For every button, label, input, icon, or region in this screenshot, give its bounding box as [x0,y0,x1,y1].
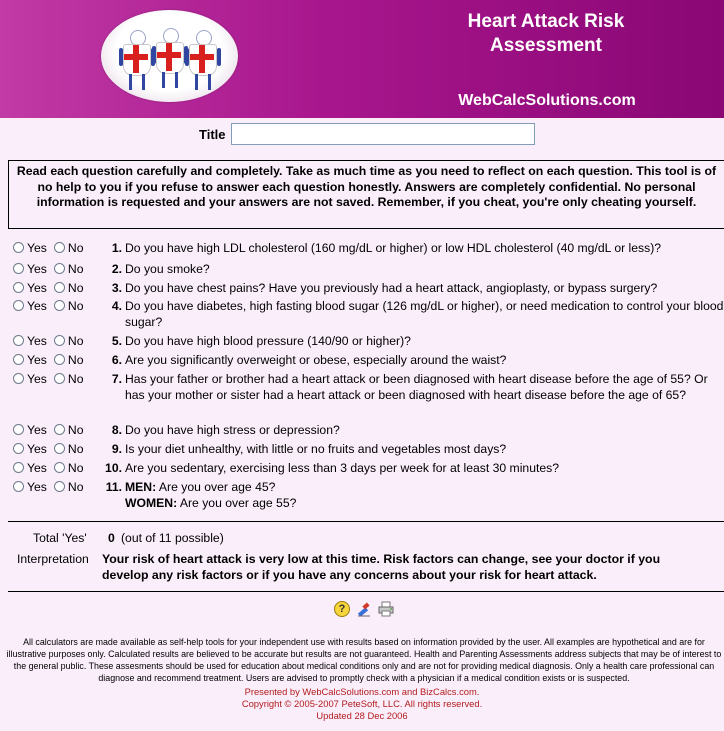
question-number: 6. [111,353,122,367]
question-number: 4. [111,299,122,313]
no-label[interactable]: No [67,299,84,313]
question-text: Has your father or brother had a heart attack or been diagnosed with heart disease before the age of 55? Or has your mother or sister had a heart attack or been diagnosed with heart disease before the age of 65? [125,372,708,402]
yes-radio[interactable] [13,300,24,311]
yes-label[interactable]: Yes [27,353,47,367]
answer-radio-group [13,333,90,349]
site-name: WebCalcSolutions.com [458,92,636,109]
yes-radio[interactable] [13,282,24,293]
question-text: Do you have diabetes, high fasting blood sugar (126 mg/dL or higher), or need medication to control your blood sugar? [125,299,724,329]
yes-label[interactable]: Yes [27,423,47,437]
yes-radio[interactable] [13,373,24,384]
question-number: 3. [111,281,122,295]
no-radio[interactable] [54,282,65,293]
shield-figure-icon [119,30,155,92]
men-label: MEN: [125,480,157,494]
answer-radio-group [13,441,90,457]
no-label[interactable]: No [67,334,84,348]
no-label[interactable]: No [67,241,84,255]
yes-radio[interactable] [13,263,24,274]
question-number: 8. [111,423,122,437]
question-text: Do you have high LDL cholesterol (160 mg/dL or higher) or low HDL cholesterol (40 mg/dL or less)? [125,241,662,255]
answer-radio-group [13,460,90,476]
shield-figure-icon [152,28,188,90]
no-radio[interactable] [54,373,65,384]
total-yes-value: 0 [108,531,115,545]
yes-label[interactable]: Yes [27,281,47,295]
total-yes-label: Total 'Yes' [33,531,87,545]
yes-radio[interactable] [13,354,24,365]
instructions-box: Read each question carefully and completely. Take as much time as you need to reflect on each question. This tool is of no help to you if you refuse to answer each question honestly. Answers are completely confidential. No personal information is requested and your answers are not saved. Remember, if you cheat, you're only cheating yourself. [8,160,724,229]
no-radio[interactable] [54,242,65,253]
answer-radio-group [13,479,90,495]
question-text: Do you have chest pains? Have you previously had a heart attack, angioplasty, or bypass surgery? [125,281,658,295]
yes-label[interactable]: Yes [27,299,47,313]
header-banner [0,0,724,118]
answer-radio-group [13,422,90,438]
yes-radio[interactable] [13,242,24,253]
question-number: 7. [111,372,122,386]
yes-label[interactable]: Yes [27,372,47,386]
app-title-line2: Assessment [490,35,602,56]
app-title [430,10,662,58]
title-row [0,123,724,147]
question-text: Do you have high stress or depression? [125,423,340,437]
footer-updated: Updated 28 Dec 2006 [316,710,408,721]
women-question: Are you over age 55? [179,496,297,510]
footer-presented-by: Presented by WebCalcSolutions.com and BizCalcs.com. [244,686,480,697]
no-radio[interactable] [54,443,65,454]
yes-label[interactable]: Yes [27,241,47,255]
title-label: Title [199,127,226,142]
answer-radio-group [13,240,90,256]
no-radio[interactable] [54,335,65,346]
answer-radio-group [13,371,90,387]
printer-icon[interactable] [378,601,394,617]
three-cross-shield-figures-logo-icon [101,10,238,102]
yes-label[interactable]: Yes [27,442,47,456]
no-label[interactable]: No [67,461,84,475]
men-question: Are you over age 45? [158,480,276,494]
question-text [125,479,724,511]
no-label[interactable]: No [67,353,84,367]
question-number: 9. [111,442,122,456]
yes-radio[interactable] [13,335,24,346]
divider [8,591,724,592]
no-label[interactable]: No [67,281,84,295]
question-text: Are you significantly overweight or obese, especially around the waist? [125,353,507,367]
interpretation-text: Your risk of heart attack is very low at this time. Risk factors can change, see your doctor if you develop any risk factors or if you have any concerns about your risk for heart attack. [102,552,661,582]
no-label[interactable]: No [67,262,84,276]
question-number: 1. [111,241,122,255]
yes-label[interactable]: Yes [27,461,47,475]
yes-radio[interactable] [13,462,24,473]
question-text: Do you have high blood pressure (140/90 or higher)? [125,334,411,348]
question-number: 2. [111,262,122,276]
footer [0,686,724,722]
question-number: 11. [105,480,122,494]
no-radio[interactable] [54,481,65,492]
women-label: WOMEN: [125,496,178,510]
answer-radio-group [13,261,90,277]
yes-radio[interactable] [13,481,24,492]
disclaimer-text: All calculators are made available as self-help tools for your independent use with results based on information provided by the user. All examples are hypothetical and are for illustrative purposes only. Calculated results are believed to be accurate but results are not guaranteed. Health and Parenting Assessments address subjects that may be of interest to the general public. These assesments should be used for education about medical conditions only and are not for providing medical diagnosis. Only a health care professional can diagnose and recommend treatment. Users are advised to promptly check with a physician if a medical condition exists or is suspected. [6,637,722,683]
title-input[interactable] [231,123,535,145]
no-radio[interactable] [54,462,65,473]
answer-radio-group [13,280,90,296]
help-icon[interactable]: ? [334,601,350,617]
yes-radio[interactable] [13,424,24,435]
no-radio[interactable] [54,424,65,435]
yes-label[interactable]: Yes [27,262,47,276]
yes-label[interactable]: Yes [27,480,47,494]
yes-radio[interactable] [13,443,24,454]
no-label[interactable]: No [67,480,84,494]
question-text: Is your diet unhealthy, with little or no fruits and vegetables most days? [125,442,507,456]
no-radio[interactable] [54,300,65,311]
no-label[interactable]: No [67,372,84,386]
answer-radio-group [13,298,90,314]
divider [8,521,724,522]
app-title-line1: Heart Attack Risk [467,11,625,32]
eraser-icon[interactable] [356,601,372,617]
no-radio[interactable] [54,263,65,274]
interpretation-label: Interpretation [17,552,89,566]
no-radio[interactable] [54,354,65,365]
question-text: Do you smoke? [125,262,210,276]
answer-radio-group [13,352,90,368]
question-text: Are you sedentary, exercising less than 3 days per week for at least 30 minutes? [125,461,560,475]
question-number: 5. [111,334,122,348]
total-yes-note: (out of 11 possible) [121,531,224,545]
question-number: 10. [105,461,122,475]
footer-copyright: Copyright © 2005-2007 PeteSoft, LLC. All rights reserved. [241,698,483,709]
shield-figure-icon [185,30,221,92]
no-label[interactable]: No [67,442,84,456]
yes-label[interactable]: Yes [27,334,47,348]
no-label[interactable]: No [67,423,84,437]
